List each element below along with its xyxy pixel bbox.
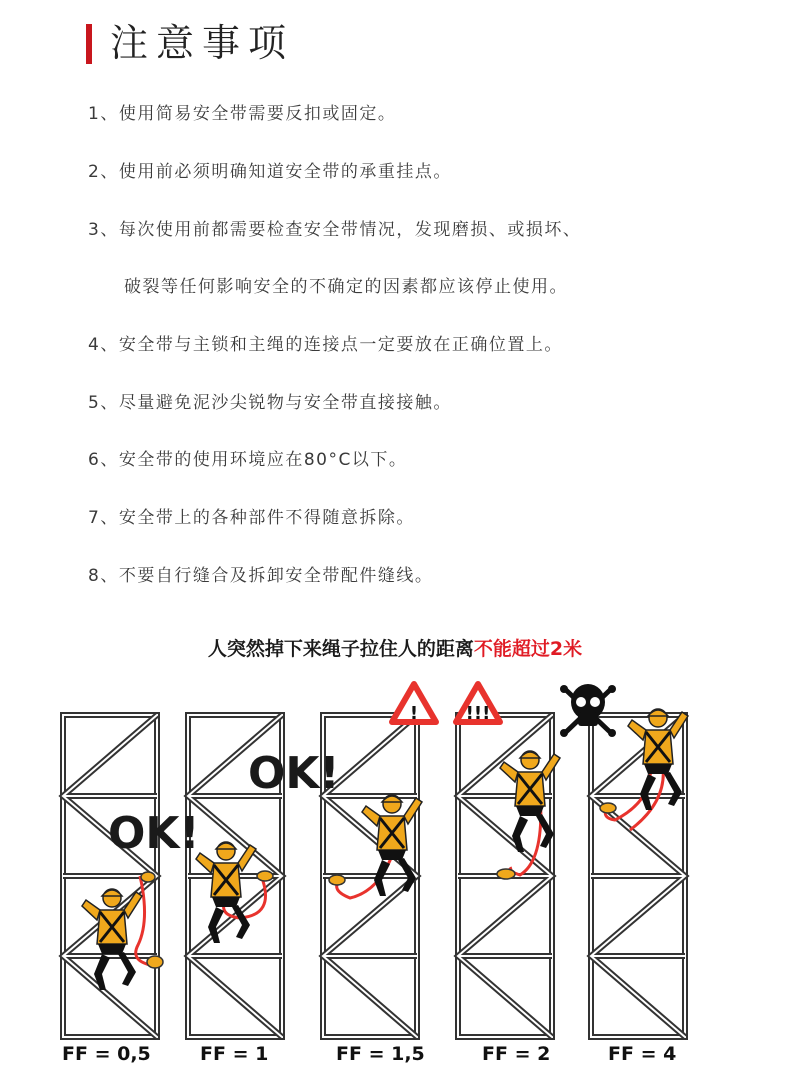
ok-label-1: OK! (108, 808, 200, 859)
warning-sign-1 (392, 684, 436, 724)
warning-sign-2-mark: !!! (465, 703, 491, 724)
fall-factor-label-1: FF = 0,5 (62, 1043, 151, 1065)
fall-factor-label-3: FF = 1,5 (336, 1043, 425, 1065)
note-item-3: 3、每次使用前都需要检查安全带情况，发现磨损、或损坏、 (88, 220, 582, 240)
note-item-6: 6、安全带的使用环境应在80°C以下。 (88, 450, 408, 470)
note-item-8: 8、不要自行缝合及拆卸安全带配件缝线。 (88, 566, 434, 586)
note-item-4: 4、安全带与主锁和主绳的连接点一定要放在正确位置上。 (88, 335, 563, 355)
note-item-3-continuation: 破裂等任何影响安全的不确定的因素都应该停止使用。 (124, 277, 568, 297)
fall-factor-label-4: FF = 2 (482, 1043, 551, 1065)
page-title: 注意事项 (110, 21, 295, 65)
ok-label-2: OK! (248, 748, 340, 799)
caption-red-part: 不能超过2米 (473, 638, 583, 660)
title-accent-bar (86, 24, 92, 64)
climber-figure-3 (362, 795, 422, 896)
note-item-5: 5、尽量避免泥沙尖锐物与安全带直接接触。 (88, 393, 452, 413)
fall-factor-label-2: FF = 1 (200, 1043, 269, 1065)
warning-sign-1-mark: ! (409, 703, 419, 724)
climber-figure-2 (196, 842, 256, 943)
note-item-2: 2、使用前必须明确知道安全带的承重挂点。 (88, 162, 452, 182)
warning-sign-2 (456, 684, 500, 724)
climber-figure-1 (82, 889, 142, 990)
figure-caption (0, 634, 790, 661)
note-item-1: 1、使用简易安全带需要反扣或固定。 (88, 104, 397, 124)
note-item-7: 7、安全带上的各种部件不得随意拆除。 (88, 508, 415, 528)
caption-black-part: 人突然掉下来绳子拉住人的距离 (207, 638, 474, 660)
fall-factor-illustration (0, 672, 790, 1076)
fall-factor-label-5: FF = 4 (608, 1043, 677, 1065)
